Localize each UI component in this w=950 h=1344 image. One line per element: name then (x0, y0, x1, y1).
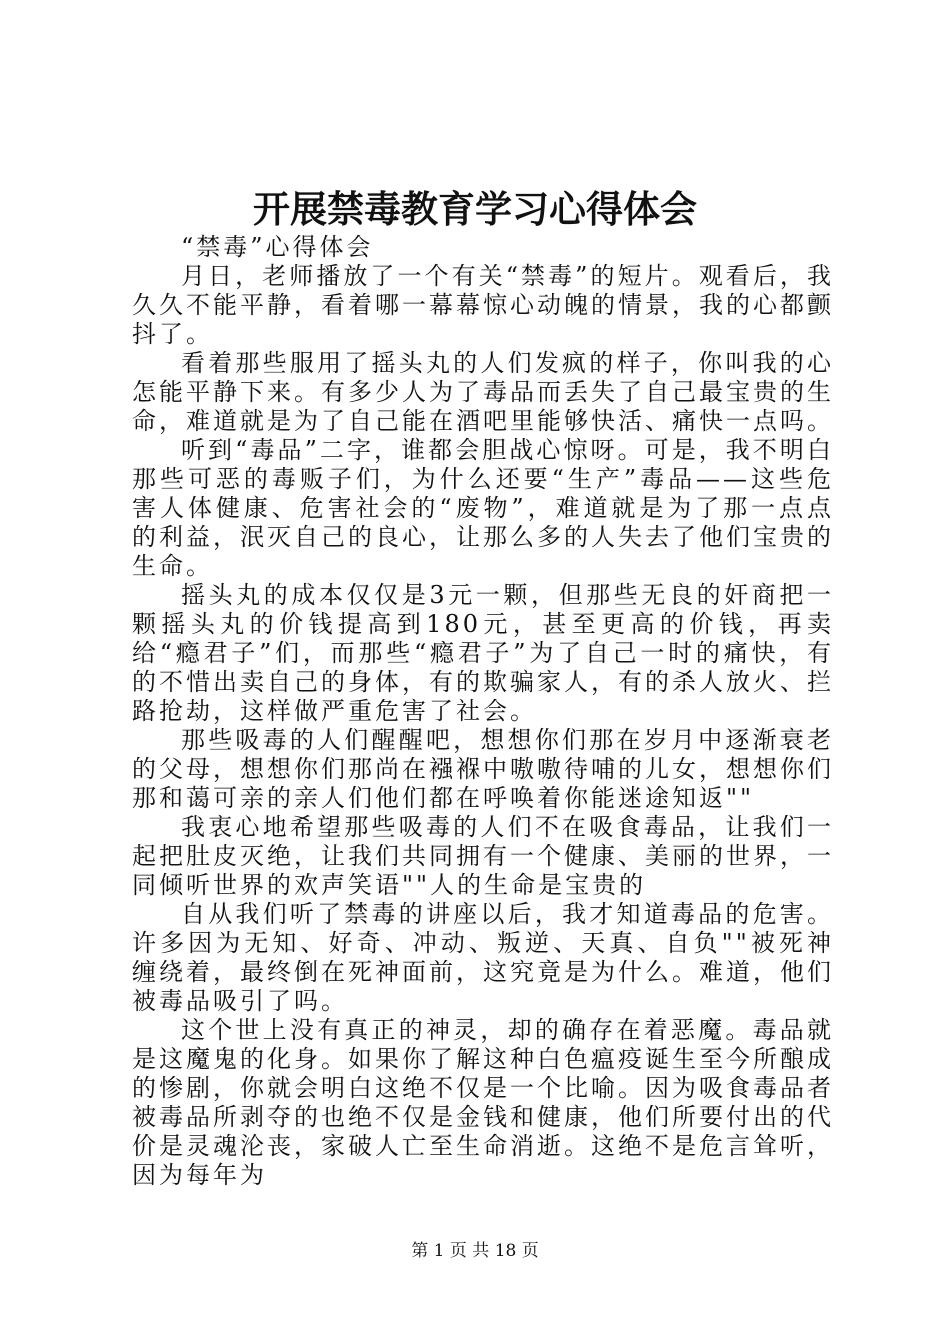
page-footer: 第 1 页 共 18 页 (411, 1241, 539, 1261)
paragraph: 听到“毒品”二字，谁都会胆战心惊呀。可是，我不明白那些可恶的毒贩子们，为什么还要“生产”毒品——这些危害人体健康、危害社会的“废物”，难道就是为了那一点点的利益，泯灭自己的良心，让那么多的人失去了他们宝贵的生命。 (132, 436, 834, 580)
paragraph: 那些吸毒的人们醒醒吧，想想你们那在岁月中逐渐衰老的父母，想想你们那尚在襁褓中嗷嗷待哺的儿女，想想你们那和蔼可亲的亲人们他们都在呼唤着你能迷途知返"" (132, 726, 834, 812)
paragraph: 我衷心地希望那些吸毒的人们不在吸食毒品，让我们一起把肚皮灭绝，让我们共同拥有一个健康、美丽的世界，一同倾听世界的欢声笑语""人的生命是宝贵的 (132, 813, 834, 899)
paragraph: 摇头丸的成本仅仅是3元一颗，但那些无良的奸商把一颗摇头丸的价钱提高到180元，甚至更高的价钱，再卖给“瘾君子”们，而那些“瘾君子”为了自己一时的痛快，有的不惜出卖自己的身体，有的欺骗家人，有的杀人放火、拦路抢劫，这样做严重危害了社会。 (132, 581, 834, 725)
paragraph: 自从我们听了禁毒的讲座以后，我才知道毒品的危害。许多因为无知、好奇、冲动、叛逆、天真、自负""被死神缠绕着，最终倒在死神面前，这究竟是为什么。难道，他们被毒品吸引了吗。 (132, 900, 834, 1015)
article-body (132, 233, 834, 1190)
paragraph: 这个世上没有真正的神灵，却的确存在着恶魔。毒品就是这魔鬼的化身。如果你了解这种白色瘟疫诞生至今所酿成的惨剧，你就会明白这绝不仅是一个比喻。因为吸食毒品者被毒品所剥夺的也绝不仅是金钱和健康，他们所要付出的代价是灵魂沦丧，家破人亡至生命消逝。这绝不是危言耸听，因为每年为 (132, 1016, 834, 1189)
paragraph: “禁毒”心得体会 (181, 233, 374, 261)
page-title: 开展禁毒教育学习心得体会 (253, 187, 697, 231)
paragraph: 月日，老师播放了一个有关“禁毒”的短片。观看后，我久久不能平静，看着哪一幕幕惊心动魄的情景，我的心都颤抖了。 (132, 262, 834, 348)
paragraph: 看着那些服用了摇头丸的人们发疯的样子，你叫我的心怎能平静下来。有多少人为了毒品而丢失了自己最宝贵的生命，难道就是为了自己能在酒吧里能够快活、痛快一点吗。 (132, 349, 834, 435)
